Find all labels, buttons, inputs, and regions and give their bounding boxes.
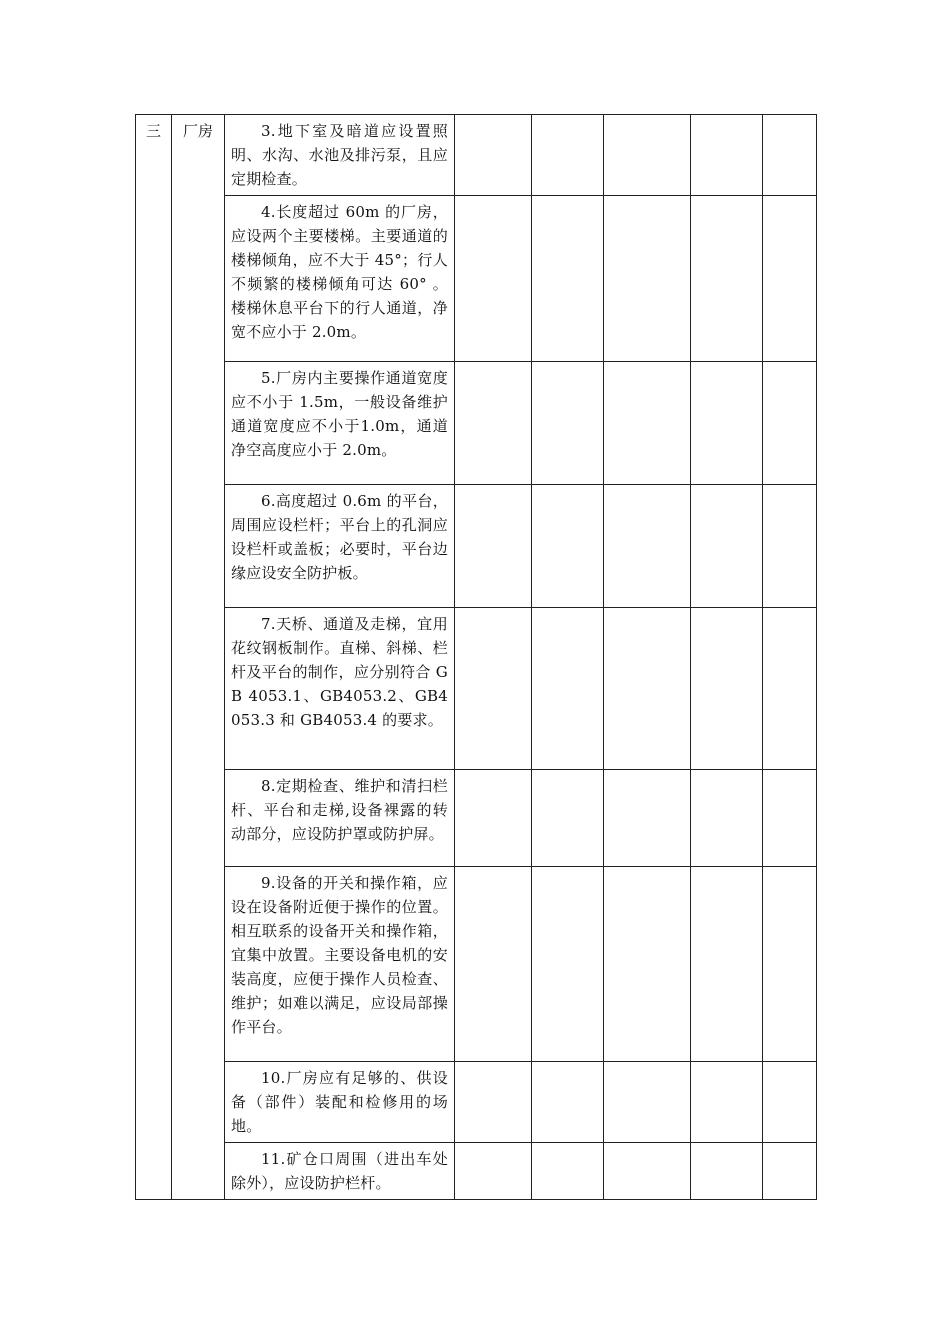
blank-cell <box>763 115 817 196</box>
table-row <box>136 1062 817 1143</box>
table-row <box>136 362 817 485</box>
blank-cell <box>691 1062 763 1143</box>
requirement-cell: 3.地下室及暗道应设置照明、水沟、水池及排污泵，且应定期检查。 <box>225 115 455 196</box>
blank-cell <box>691 608 763 770</box>
blank-cell <box>604 1143 691 1200</box>
blank-cell <box>763 867 817 1062</box>
blank-cell <box>604 867 691 1062</box>
blank-cell <box>532 196 604 362</box>
requirement-cell: 7.天桥、通道及走梯，宜用花纹钢板制作。直梯、斜梯、栏杆及平台的制作，应分别符合 GB 4053.1、GB4053.2、GB4053.3 和 GB4053.4 的要求。 <box>225 608 455 770</box>
blank-cell <box>604 485 691 608</box>
blank-cell <box>532 867 604 1062</box>
blank-cell <box>455 196 532 362</box>
table-row <box>136 196 817 362</box>
requirement-cell: 8.定期检查、维护和清扫栏杆、平台和走梯,设备裸露的转动部分，应设防护罩或防护屏。 <box>225 770 455 867</box>
blank-cell <box>532 1062 604 1143</box>
blank-cell <box>763 1062 817 1143</box>
blank-cell <box>455 867 532 1062</box>
table-row <box>136 608 817 770</box>
table-row <box>136 867 817 1062</box>
table-row <box>136 1143 817 1200</box>
blank-cell <box>763 362 817 485</box>
blank-cell <box>455 485 532 608</box>
blank-cell <box>532 608 604 770</box>
requirement-cell: 10.厂房应有足够的、供设备（部件）装配和检修用的场地。 <box>225 1062 455 1143</box>
blank-cell <box>604 196 691 362</box>
blank-cell <box>691 867 763 1062</box>
blank-cell <box>455 770 532 867</box>
blank-cell <box>532 115 604 196</box>
requirement-cell: 6.高度超过 0.6m 的平台，周围应设栏杆；平台上的孔洞应设栏杆或盖板；必要时，平台边缘应设安全防护板。 <box>225 485 455 608</box>
requirement-cell: 4.长度超过 60m 的厂房，应设两个主要楼梯。主要通道的楼梯倾角，应不大于 45°；行人不频繁的楼梯倾角可达 60° 。楼梯休息平台下的行人通道，净宽不应小于 2.0m。 <box>225 196 455 362</box>
blank-cell <box>532 770 604 867</box>
blank-cell <box>691 362 763 485</box>
blank-cell <box>763 196 817 362</box>
blank-cell <box>691 115 763 196</box>
blank-cell <box>455 1143 532 1200</box>
inspection-table <box>135 114 817 1200</box>
blank-cell <box>455 115 532 196</box>
table-row <box>136 485 817 608</box>
blank-cell <box>691 1143 763 1200</box>
blank-cell <box>604 362 691 485</box>
requirement-cell: 11.矿仓口周围（进出车处除外），应设防护栏杆。 <box>225 1143 455 1200</box>
requirement-cell: 9.设备的开关和操作箱，应设在设备附近便于操作的位置。相互联系的设备开关和操作箱，宜集中放置。主要设备电机的安装高度，应便于操作人员检查、维护；如难以满足，应设局部操作平台。 <box>225 867 455 1062</box>
blank-cell <box>691 196 763 362</box>
blank-cell <box>763 770 817 867</box>
category-cell: 厂房 <box>172 115 225 1200</box>
blank-cell <box>604 115 691 196</box>
blank-cell <box>691 485 763 608</box>
blank-cell <box>763 485 817 608</box>
blank-cell <box>691 770 763 867</box>
blank-cell <box>604 608 691 770</box>
blank-cell <box>532 1143 604 1200</box>
blank-cell <box>532 485 604 608</box>
blank-cell <box>455 362 532 485</box>
blank-cell <box>763 1143 817 1200</box>
table-row <box>136 115 817 196</box>
requirement-cell: 5.厂房内主要操作通道宽度应不小于 1.5m，一般设备维护通道宽度应不小于1.0m，通道净空高度应小于 2.0m。 <box>225 362 455 485</box>
table-row <box>136 770 817 867</box>
blank-cell <box>455 608 532 770</box>
blank-cell <box>604 1062 691 1143</box>
section-number-cell: 三 <box>136 115 172 1200</box>
blank-cell <box>763 608 817 770</box>
blank-cell <box>604 770 691 867</box>
blank-cell <box>532 362 604 485</box>
blank-cell <box>455 1062 532 1143</box>
